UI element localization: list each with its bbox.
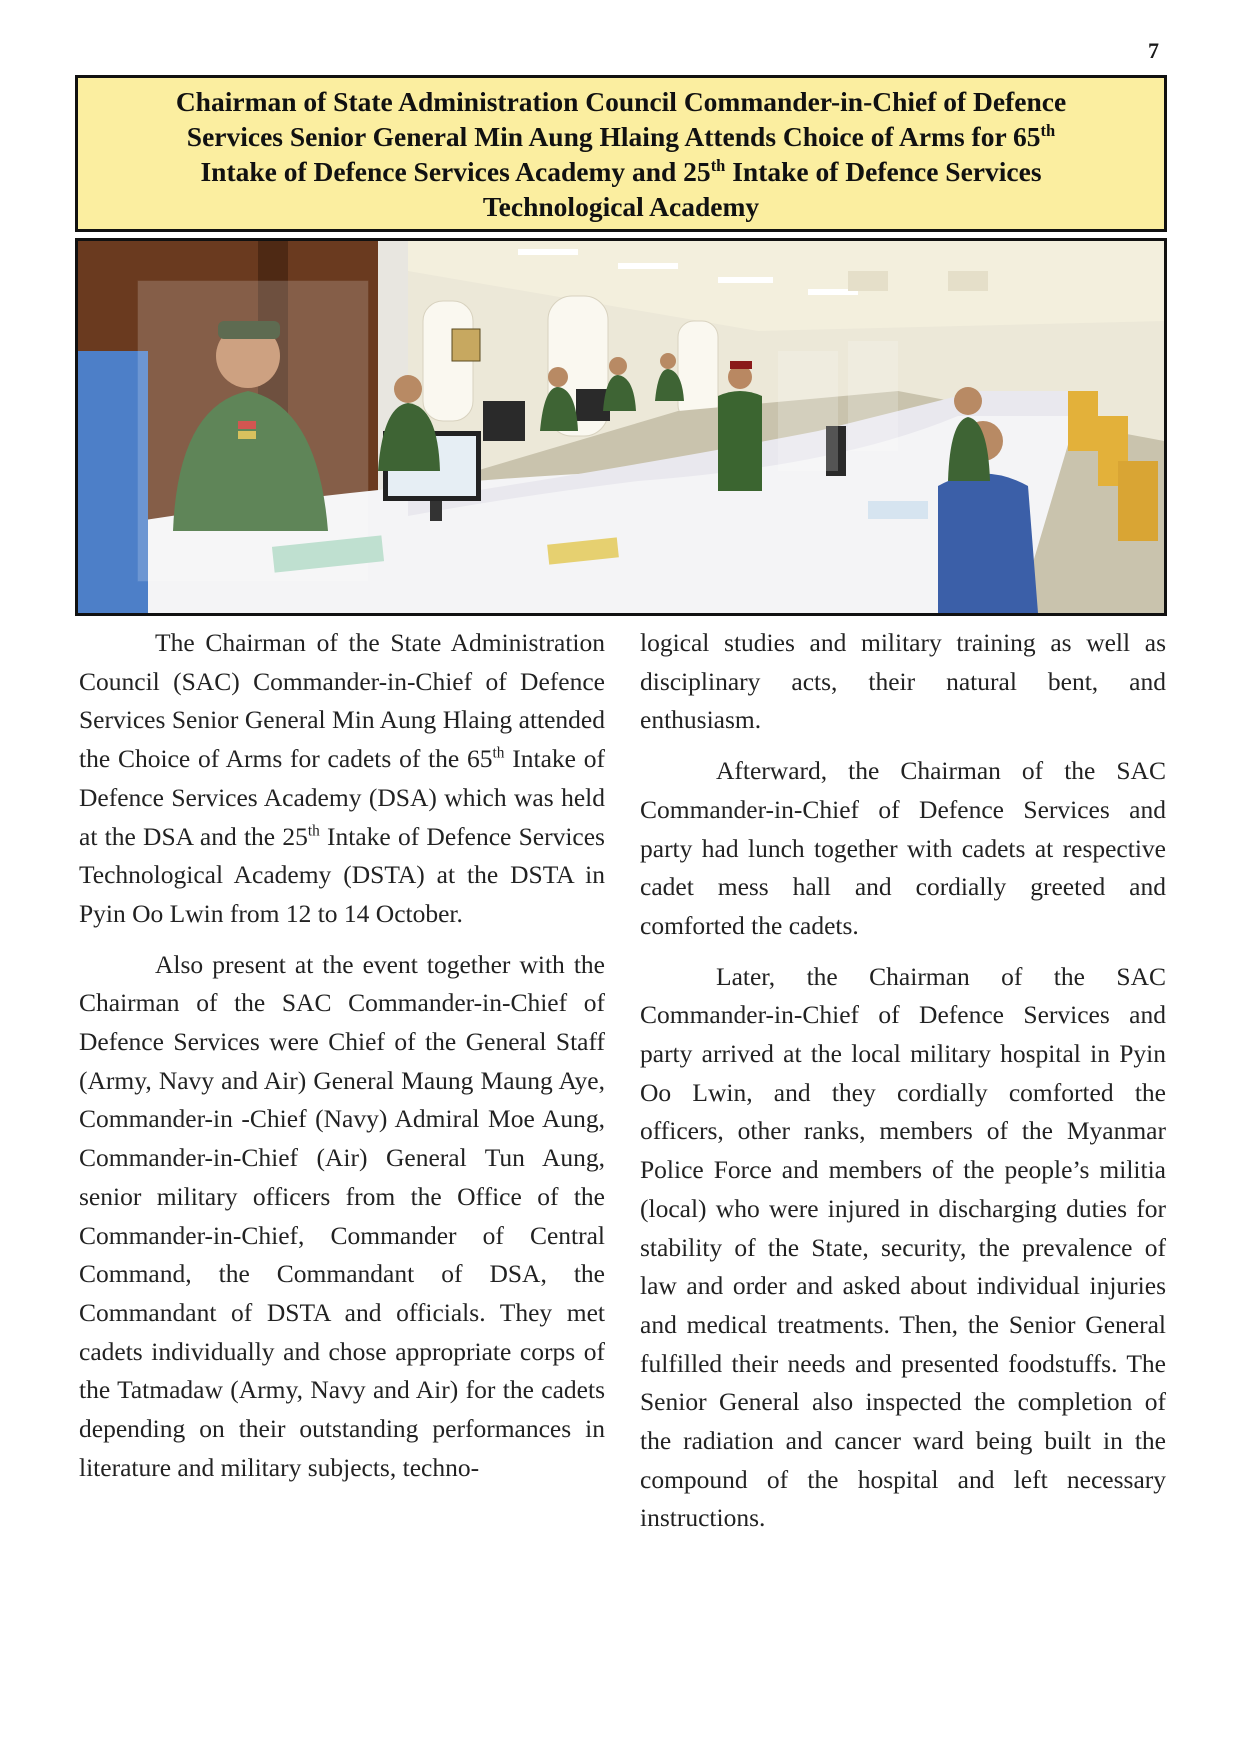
- headline-line-1: Chairman of State Administration Council Commander-in-Chief of Defence: [175, 85, 1067, 117]
- article-paragraph-3: Afterward, the Chairman of the SAC Commander-in-Chief of Defence Services and party had lunch together with cadets at respective cadet mess hall and cordially greeted and comforted the cadets.: [640, 756, 1166, 940]
- article-column-left: [79, 624, 605, 1499]
- page-number: 7: [1148, 38, 1159, 63]
- article-column-right: [640, 624, 1166, 1550]
- article-paragraph-4: Later, the Chairman of the SAC Commander-in-Chief of Defence Services and party arrived at the local military hospital in Pyin Oo Lwin, and they cordially comforted the officers, other ranks, members of the Myanmar Police Force and members of the people’s militia (local) who were injured in discharging duties for stability of the State, security, the prevalence of law and order and asked about individual injuries and medical treatments. Then, the Senior General fulfilled their needs and presented foodstuffs. The Senior General also inspected the completion of the radiation and cancer ward being built in the compound of the hospital and left necessary instructions.: [640, 961, 1166, 1533]
- headline-box: [75, 75, 1167, 232]
- article-paragraph-2: Also present at the event together with the Chairman of the SAC Commander-in-Chief of Defence Services were Chief of the General Staff (Army, Navy and Air) General Maung Maung Aye, Commander-in -Chief (Navy) Admiral Moe Aung, Commander-in-Chief (Air) General Tun Aung, senior military officers from the Office of the Commander-in-Chief, Commander of Central Command, the Commandant of DSA, the Commandant of DSTA and officials. They met cadets individually and chose appropriate corps of the Tatmadaw (Army, Navy and Air) for the cadets depending on their outstanding performances in literature and military subjects, techno-: [79, 949, 605, 1482]
- headline-line-2: Services Senior General Min Aung Hlaing Attends Choice of Arms for 65th: [186, 120, 1056, 152]
- article-paragraph-1: The Chairman of the State Administration Council (SAC) Commander-in-Chief of Defence Services Senior General Min Aung Hlaing attended the Choice of Arms for cadets of the 65th Intake of Defence Services Academy (DSA) which was held at the DSA and the 25th Intake of Defence Services Technological Academy (DSTA) at the DSTA in Pyin Oo Lwin from 12 to 14 October.: [79, 628, 605, 928]
- event-photo: [75, 238, 1167, 616]
- headline-line-3: Intake of Defence Services Academy and 25th Intake of Defence Services: [200, 155, 1042, 187]
- event-photo-illustration: [78, 241, 1164, 613]
- article-paragraph-2-continued: logical studies and military training as well as disciplinary acts, their natural bent, and enthusiasm.: [640, 628, 1166, 735]
- headline-line-4: Technological Academy: [482, 190, 760, 222]
